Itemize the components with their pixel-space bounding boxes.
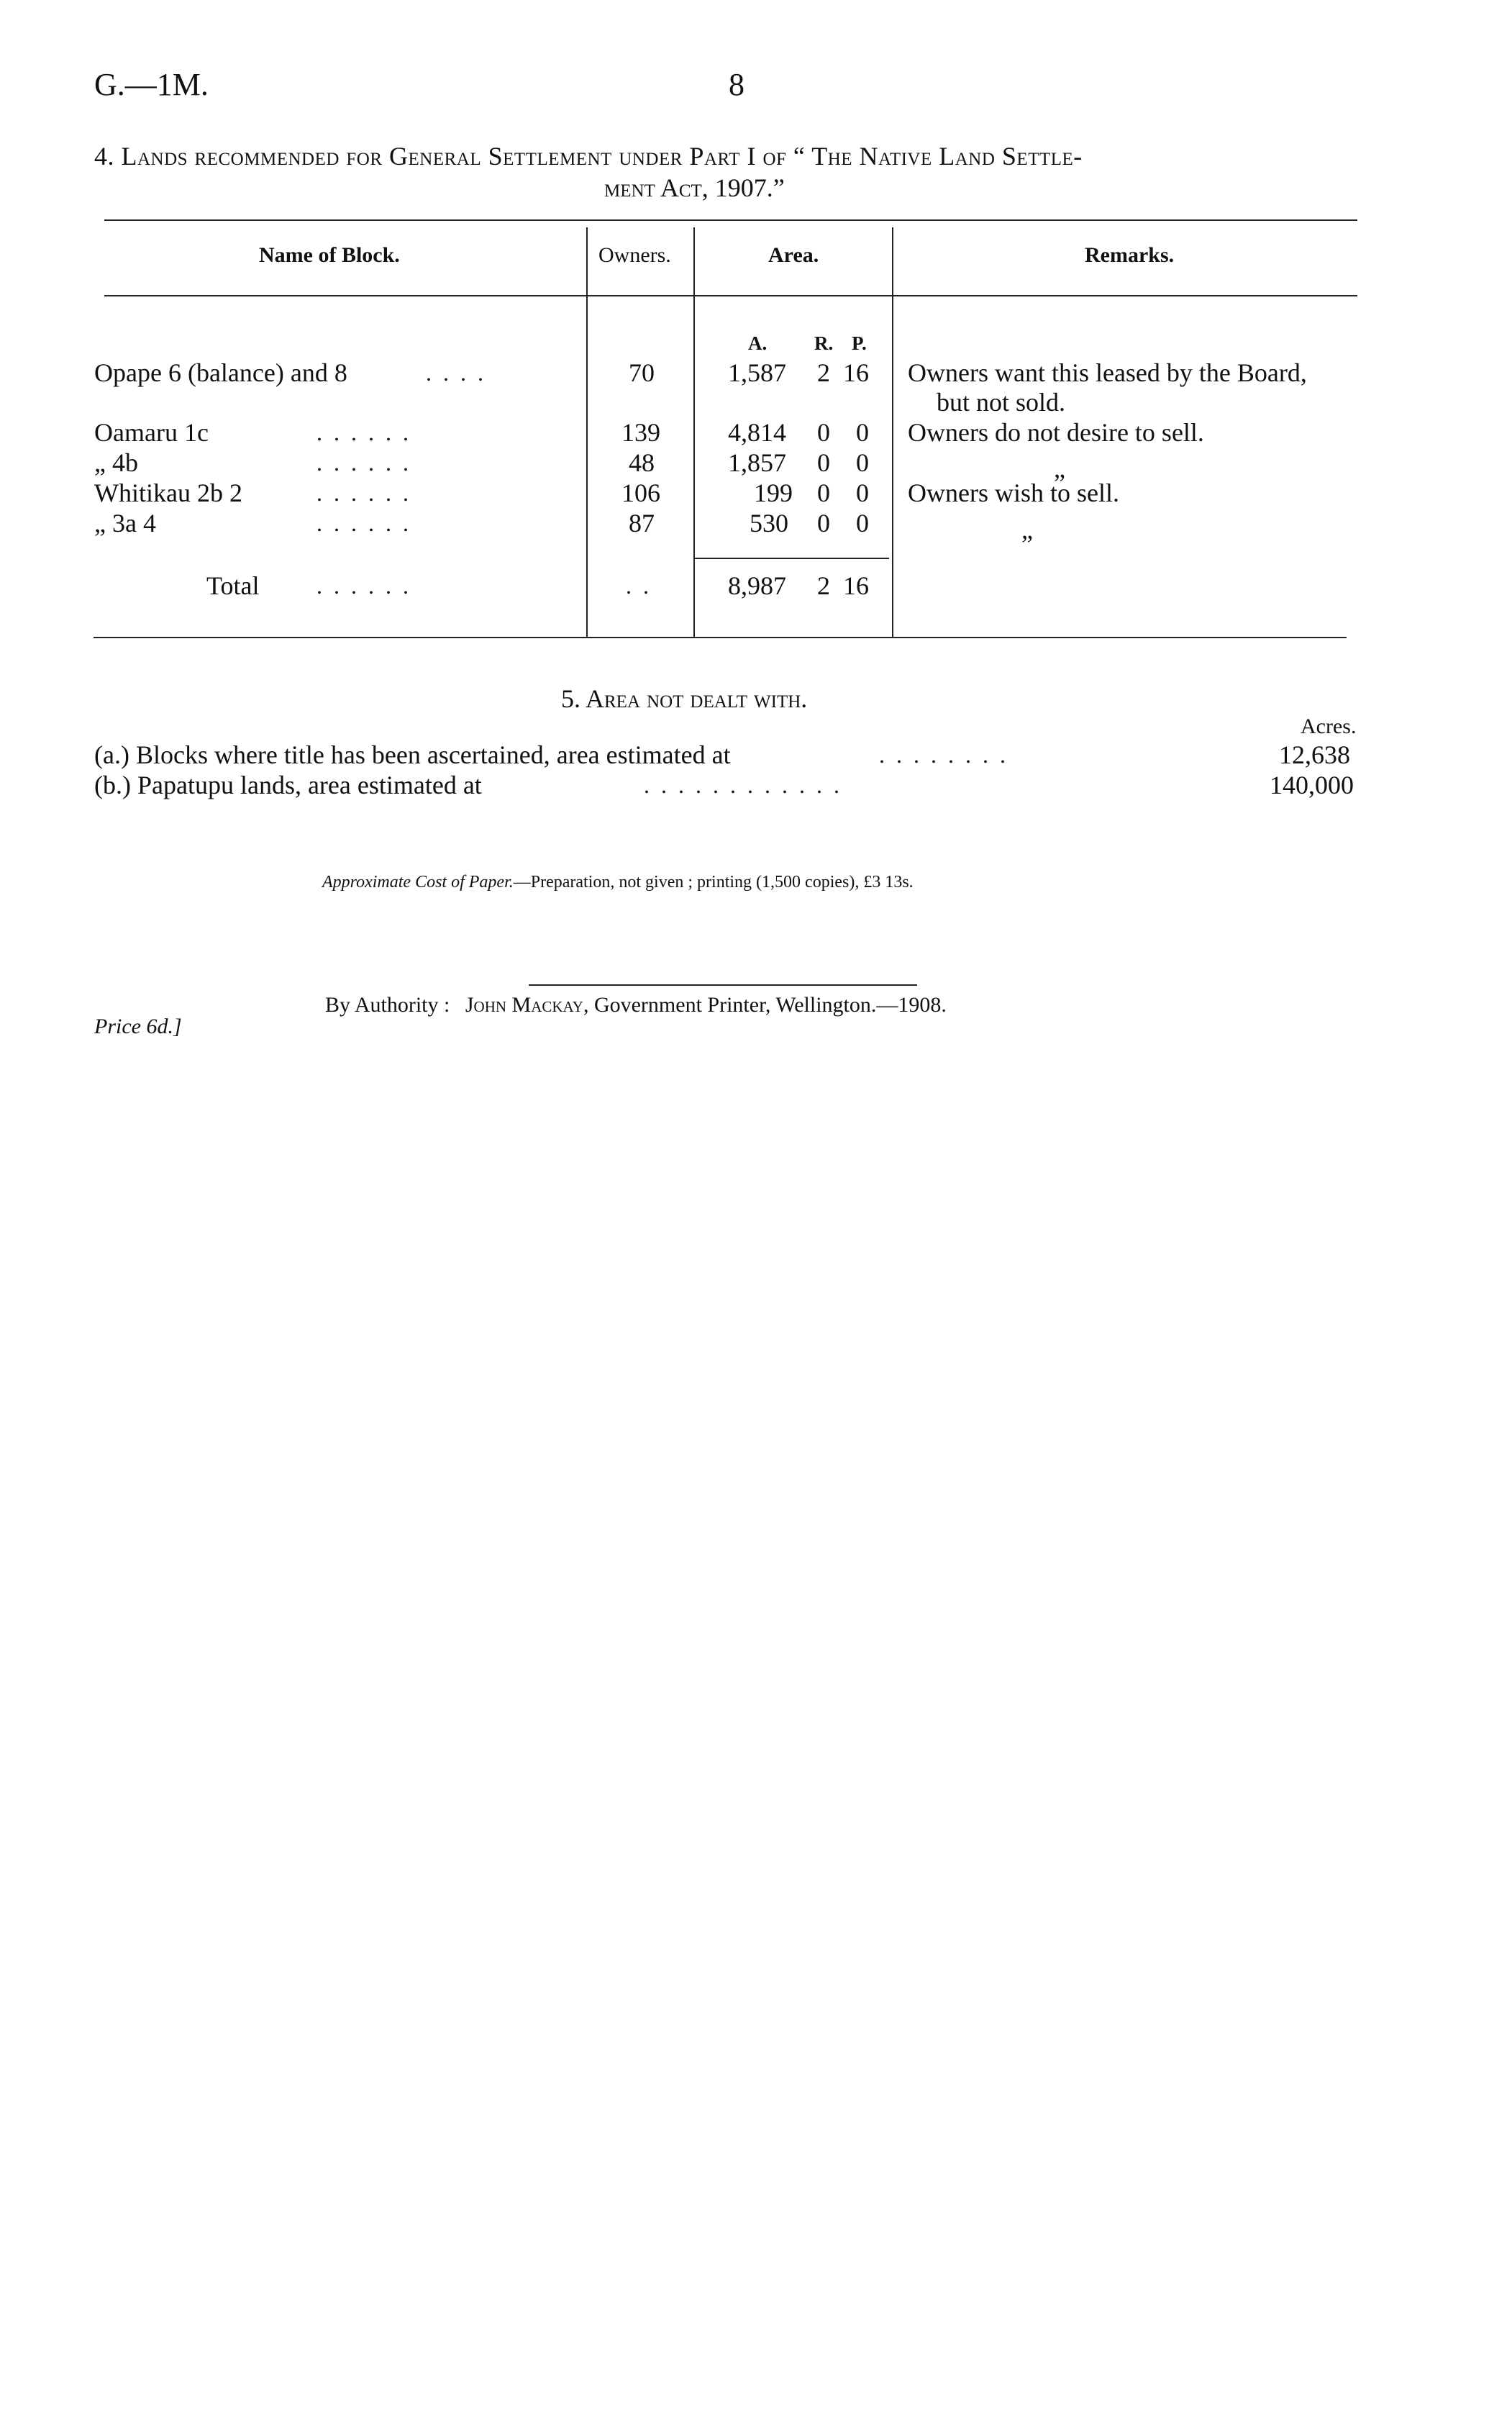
page-number: 8 [729, 67, 744, 102]
area-roods: 0 [817, 478, 830, 507]
remarks-continued: but not sold. [937, 388, 1066, 417]
block-name: Oamaru 1c [94, 418, 209, 447]
owners-count: 87 [629, 509, 655, 538]
leader-dots: . . . . . . [316, 510, 411, 536]
block-name: Whitikau 2b 2 [94, 478, 242, 507]
col-divider-area [693, 227, 695, 638]
item-value: 140,000 [1270, 771, 1354, 799]
block-name: Opape 6 (balance) and 8 [94, 358, 347, 387]
remarks: Owners want this leased by the Board, [908, 358, 1307, 387]
remarks: Owners wish to sell. [908, 478, 1119, 507]
area-perches: 0 [856, 478, 869, 507]
total-owners: . . [626, 573, 652, 599]
cost-note [322, 873, 914, 892]
area-acres: 4,814 [728, 418, 786, 447]
area-acres: 199 [754, 478, 793, 507]
total-label: Total [206, 571, 260, 600]
area-roods: 2 [817, 358, 830, 387]
leader-dots: . . . . . . [316, 573, 411, 599]
total-perches: 16 [843, 571, 869, 600]
owners-count: 139 [621, 418, 660, 447]
remarks-ditto: „ [1054, 454, 1065, 483]
block-name: „ 3a 4 [94, 509, 156, 538]
table-header-rule [104, 295, 1357, 296]
col-divider-remarks [892, 227, 893, 638]
leader-dots: . . . . . . [316, 480, 411, 506]
authority-suffix: , Government Printer, Wellington.—1908. [583, 993, 947, 1017]
total-roods: 2 [817, 571, 830, 600]
area-perches: 0 [856, 509, 869, 538]
document-series: G.—1M. [94, 67, 209, 102]
area-roods: 0 [817, 418, 830, 447]
printer-name: John Mackay [465, 993, 583, 1017]
item-value: 12,638 [1279, 740, 1350, 769]
footer-rule [529, 984, 917, 986]
unit-perches: P. [852, 332, 867, 354]
leader-dots: . . . . . . . . [879, 742, 1008, 768]
total-acres: 8,987 [728, 571, 786, 600]
leader-dots: . . . . . . [316, 450, 411, 476]
area-perches: 0 [856, 418, 869, 447]
acres-unit-label: Acres. [1301, 715, 1357, 738]
area-total-rule [693, 558, 889, 559]
owners-count: 48 [629, 448, 655, 477]
item-label: (a.) Blocks where title has been ascertained, area estimated at [94, 740, 731, 769]
owners-count: 70 [629, 358, 655, 387]
area-roods: 0 [817, 448, 830, 477]
cost-note-text: —Preparation, not given ; printing (1,500 copies), £3 13s. [513, 873, 914, 892]
authority-line [325, 993, 947, 1017]
owners-count: 106 [621, 478, 660, 507]
col-divider-owners [586, 227, 588, 638]
authority-prefix: By Authority : [325, 993, 450, 1017]
leader-dots: . . . . . . [316, 419, 411, 445]
area-roods: 0 [817, 509, 830, 538]
column-header-remarks: Remarks. [1085, 243, 1175, 267]
section4-title-line2: ment Act, 1907.” [604, 173, 785, 202]
leader-dots: . . . . . . . . . . . . [644, 772, 842, 798]
section5-title: 5. Area not dealt with. [561, 684, 808, 713]
unit-roods: R. [814, 332, 834, 354]
area-acres: 1,857 [728, 448, 786, 477]
area-acres: 530 [750, 509, 788, 538]
area-perches: 16 [843, 358, 869, 387]
area-perches: 0 [856, 448, 869, 477]
table-bottom-rule [94, 637, 1347, 638]
unit-acres: A. [748, 332, 768, 354]
block-name: „ 4b [94, 448, 138, 477]
column-header-area: Area. [768, 243, 819, 267]
column-header-name: Name of Block. [259, 243, 400, 267]
area-acres: 1,587 [728, 358, 786, 387]
section4-title-line1: 4. Lands recommended for General Settlement under Part I of “ The Native Land Settle- [94, 142, 1083, 171]
cost-note-label: Approximate Cost of Paper. [322, 873, 514, 892]
price-note: Price 6d.] [94, 1015, 182, 1038]
item-label: (b.) Papatupu lands, area estimated at [94, 771, 482, 799]
remarks-ditto: „ [1021, 515, 1033, 544]
remarks: Owners do not desire to sell. [908, 418, 1204, 447]
column-header-owners: Owners. [598, 243, 671, 267]
leader-dots: . . . . [426, 360, 486, 386]
table-top-rule [104, 219, 1357, 221]
